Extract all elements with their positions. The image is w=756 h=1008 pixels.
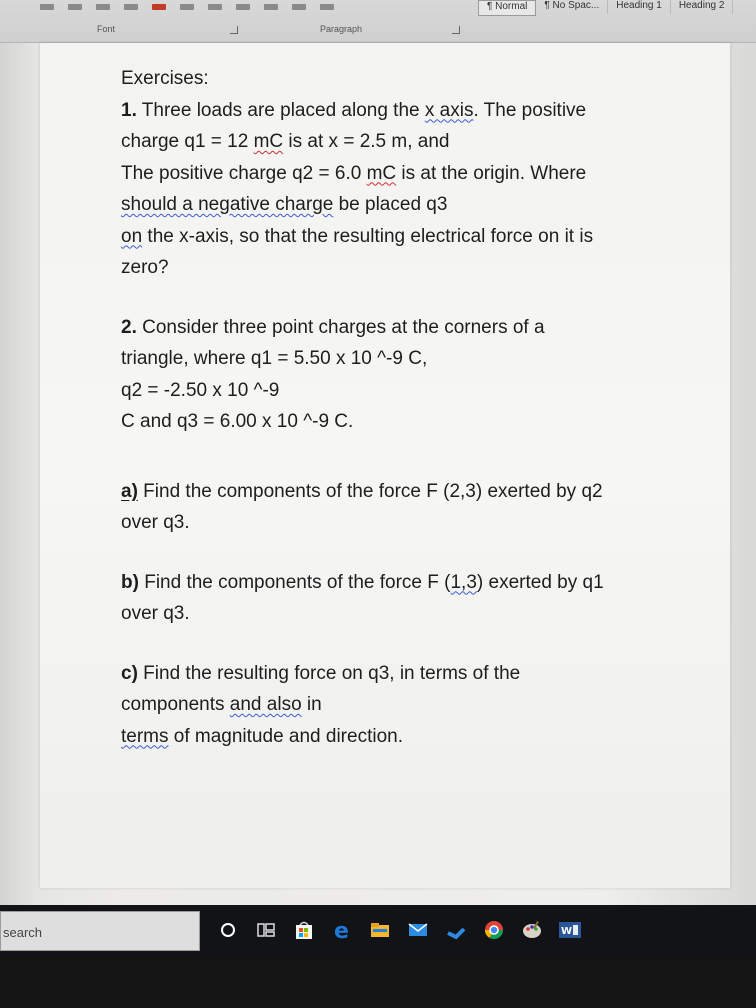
word-ribbon (0, 0, 756, 43)
grammar-flagged-text: on (121, 225, 143, 247)
cortana-circle-icon[interactable] (216, 918, 240, 942)
q2-text: Consider three point charges at the corners of a (136, 316, 545, 338)
question-1-line (121, 95, 681, 127)
part-b-line (121, 567, 681, 599)
file-explorer-icon[interactable] (368, 918, 392, 942)
store-icon[interactable] (292, 918, 316, 942)
part-c-text: of magnitude and direction. (168, 725, 403, 747)
part-a-label: a) (121, 480, 138, 502)
question-1-line (121, 126, 681, 158)
document-body[interactable] (121, 63, 681, 752)
q1-text: charge q1 = 12 (121, 131, 254, 152)
word-icon[interactable] (558, 918, 582, 942)
question-1-number: 1. (121, 99, 137, 121)
style-heading-2[interactable]: Heading 2 (671, 0, 734, 14)
part-c-line (121, 689, 681, 721)
part-c-label: c) (121, 662, 138, 684)
part-c-text: components (121, 694, 230, 715)
question-1-line (121, 158, 681, 190)
part-c-line (121, 658, 681, 690)
exercises-title: Exercises: (121, 68, 209, 89)
paint-icon[interactable] (520, 918, 544, 942)
font-tool-icon[interactable] (40, 4, 54, 10)
taskbar-icons (216, 915, 582, 945)
grammar-flagged-text: should a negative charge (121, 194, 334, 215)
question-1-line: zero? (121, 257, 169, 278)
windows-taskbar (0, 905, 756, 955)
shading-icon[interactable] (320, 4, 334, 10)
part-b-line: over q3. (121, 603, 190, 624)
monitor-bezel (0, 955, 756, 1008)
q1-text: Three loads are placed along the (136, 99, 425, 121)
numbering-icon[interactable] (208, 4, 222, 10)
part-b-text: ) exerted by q1 (476, 571, 604, 593)
question-2-line (121, 312, 681, 344)
style-normal[interactable]: ¶ Normal (478, 0, 536, 16)
part-c-text: Find the resulting force on q3, in terms of the (137, 662, 521, 684)
font-tools-row (40, 0, 470, 14)
task-view-icon[interactable] (254, 918, 278, 942)
paragraph-dialog-launcher-icon[interactable] (452, 26, 460, 34)
svg-text:e: e (334, 919, 349, 941)
search-placeholder: search (3, 925, 43, 940)
question-1-line (121, 221, 681, 253)
document-page[interactable] (40, 43, 730, 888)
bullets-icon[interactable] (180, 4, 194, 10)
grammar-flagged-text: and also (229, 694, 302, 715)
font-tool-icon[interactable] (96, 4, 110, 10)
part-a-line (121, 476, 681, 508)
spellcheck-word: x axis (424, 99, 474, 121)
part-b-label: b) (121, 571, 139, 593)
taskbar-search-box[interactable] (0, 911, 200, 951)
q1-text: The positive charge q2 = 6.0 (121, 162, 367, 184)
part-a-text: Find the components of the force F (2,3) exerted by q2 (137, 480, 603, 502)
part-c-text: in (301, 694, 322, 715)
part-b-text: Find the components of the force F ( (138, 571, 451, 593)
font-group-label: Font (97, 24, 116, 34)
document-canvas (0, 43, 756, 905)
download-icon[interactable] (444, 918, 468, 942)
indent-icon[interactable] (236, 4, 250, 10)
align-icon[interactable] (292, 4, 306, 10)
svg-text:W: W (561, 926, 573, 937)
paragraph-group-label: Paragraph (320, 24, 363, 34)
question-2-number: 2. (121, 316, 137, 338)
question-1-line (121, 189, 681, 221)
part-c-line (121, 721, 681, 753)
spellcheck-word: mC (253, 131, 284, 152)
part-a-line: over q3. (121, 512, 190, 533)
q1-text: is at x = 2.5 m, and (283, 131, 450, 152)
style-no-spacing[interactable]: ¶ No Spac... (536, 0, 608, 14)
styles-gallery (478, 0, 756, 18)
q1-text: be placed q3 (333, 194, 448, 215)
grammar-flagged-text: 1,3 (450, 571, 477, 593)
font-tool-icon[interactable] (124, 4, 138, 10)
font-tool-icon[interactable] (68, 4, 82, 10)
spellcheck-word: mC (366, 162, 397, 184)
question-2-line: C and q3 = 6.00 x 10 ^-9 C. (121, 411, 354, 432)
font-color-icon[interactable] (152, 4, 166, 10)
chrome-icon[interactable] (482, 918, 506, 942)
mail-icon[interactable] (406, 918, 430, 942)
sort-icon[interactable] (264, 4, 278, 10)
q1-text: the x-axis, so that the resulting electrical force on it is (142, 225, 594, 247)
question-2-line: triangle, where q1 = 5.50 x 10 ^-9 C, (121, 348, 428, 369)
q1-text: is at the origin. Where (396, 162, 587, 184)
grammar-flagged-text: terms (121, 725, 169, 747)
q1-text: . The positive (473, 99, 587, 121)
font-dialog-launcher-icon[interactable] (230, 26, 238, 34)
style-heading-1[interactable]: Heading 1 (608, 0, 671, 14)
edge-icon[interactable] (330, 918, 354, 942)
question-2-line: q2 = -2.50 x 10 ^-9 (121, 379, 280, 401)
